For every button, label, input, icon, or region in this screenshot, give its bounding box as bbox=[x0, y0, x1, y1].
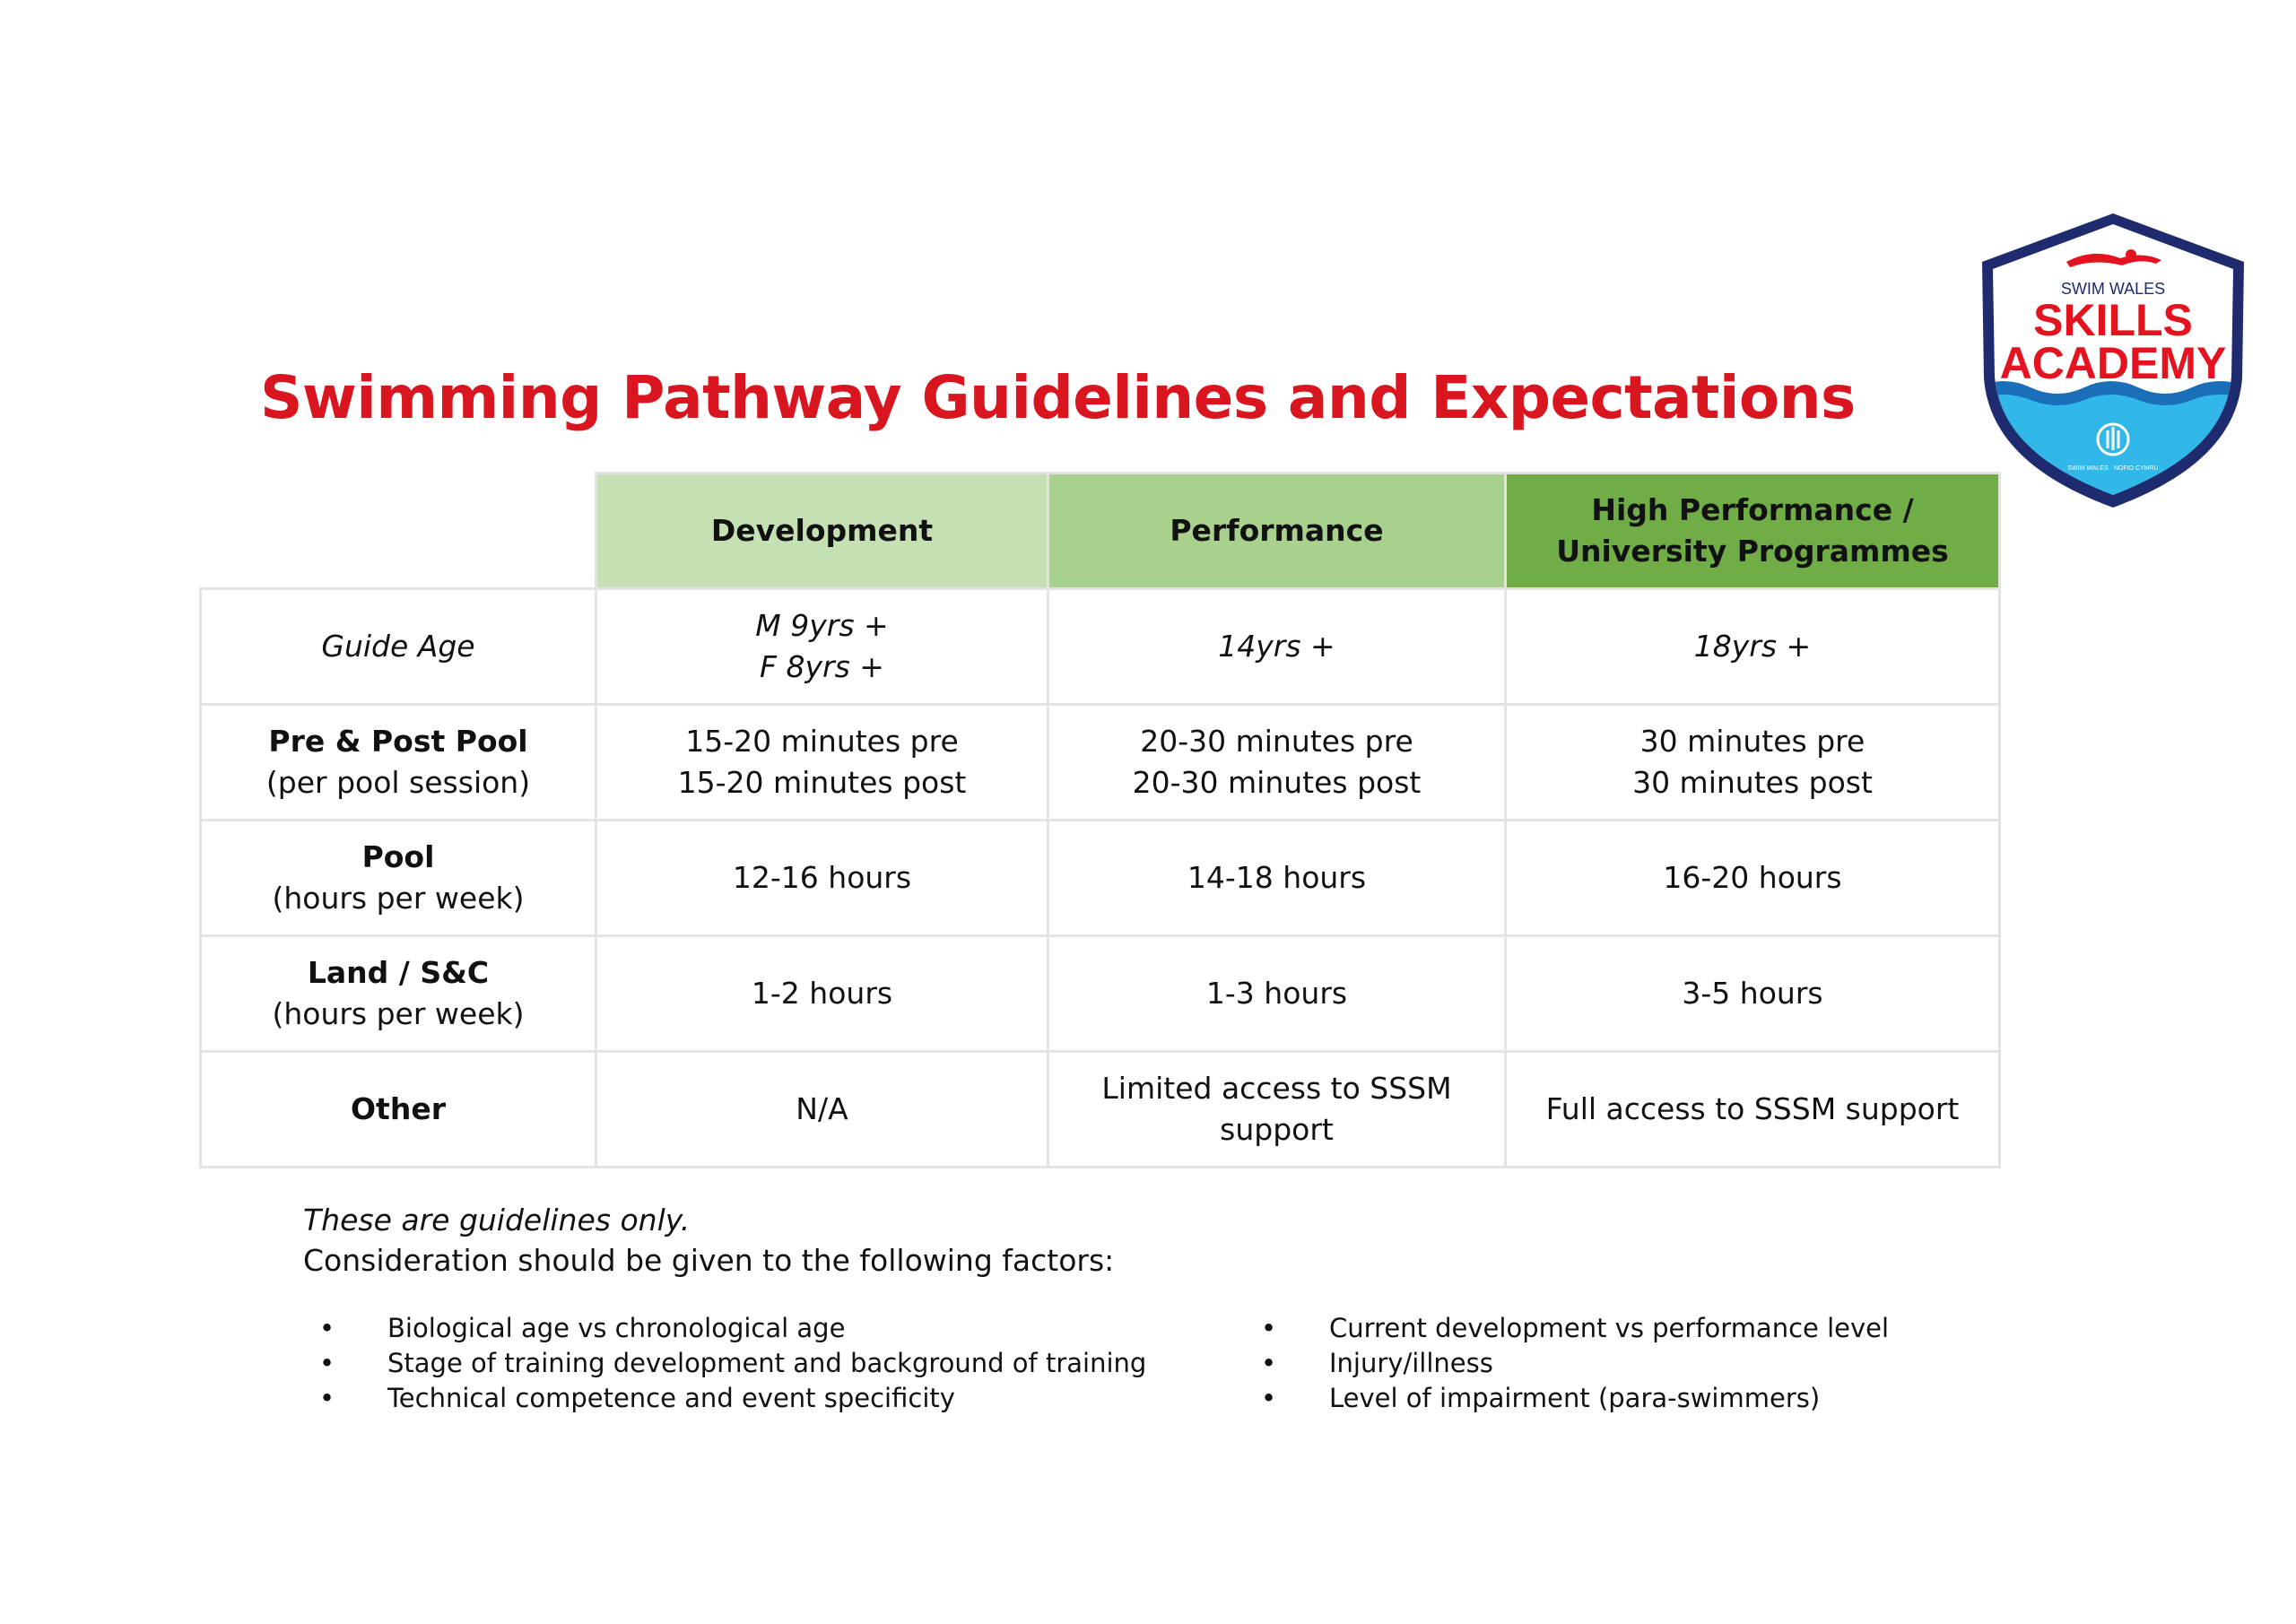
list-item bbox=[1257, 1346, 1889, 1381]
notes-disclaimer: These are guidelines only. bbox=[303, 1203, 691, 1238]
list-item bbox=[316, 1311, 1146, 1346]
cell-line: 16-20 hours bbox=[1663, 860, 1842, 895]
cell-line: 12-16 hours bbox=[732, 860, 912, 895]
logo-badge-text: SWIM WALES · NOFIO CYMRU bbox=[2067, 465, 2159, 472]
header-empty-cell bbox=[201, 473, 596, 589]
cell-line: 20-30 minutes post bbox=[1132, 765, 1422, 800]
bullet-icon: • bbox=[1261, 1313, 1277, 1343]
table-cell bbox=[1048, 705, 1506, 821]
table-header-row bbox=[201, 473, 2000, 589]
table-cell bbox=[596, 936, 1048, 1052]
notes-intro: Consideration should be given to the following factors: bbox=[303, 1243, 1115, 1278]
row-label-text: Land / S&C bbox=[307, 955, 490, 990]
bullet-icon: • bbox=[319, 1313, 335, 1343]
table-row bbox=[201, 589, 2000, 705]
row-label-sub: (per pool session) bbox=[265, 765, 531, 800]
row-label-sub: (hours per week) bbox=[272, 996, 525, 1031]
cell-line: support bbox=[1220, 1112, 1334, 1147]
cell-line: 14yrs + bbox=[1218, 629, 1335, 664]
notes bbox=[303, 1200, 1114, 1281]
header-development: Development bbox=[596, 473, 1048, 589]
table-cell bbox=[1506, 821, 2000, 936]
logo-line1: SWIM WALES bbox=[2060, 280, 2166, 298]
row-label bbox=[201, 821, 596, 936]
cell-line: Full access to SSSM support bbox=[1545, 1091, 1960, 1126]
row-label-text: Other bbox=[351, 1091, 446, 1126]
cell-line: 14-18 hours bbox=[1187, 860, 1367, 895]
list-item bbox=[316, 1381, 1146, 1416]
table-cell bbox=[596, 589, 1048, 705]
row-label-text: Pool bbox=[361, 839, 435, 874]
cell-line: 15-20 minutes pre bbox=[685, 724, 959, 759]
table-cell bbox=[1048, 1052, 1506, 1168]
table-cell bbox=[1506, 705, 2000, 821]
header-performance: Performance bbox=[1048, 473, 1506, 589]
logo-line3: ACADEMY bbox=[1999, 338, 2227, 388]
table-row bbox=[201, 821, 2000, 936]
list-item-text: Injury/illness bbox=[1329, 1348, 1493, 1378]
table-cell bbox=[1506, 589, 2000, 705]
page-title: Swimming Pathway Guidelines and Expectations bbox=[260, 363, 1856, 432]
swim-wales-skills-academy-logo bbox=[1977, 208, 2250, 513]
cell-line: 15-20 minutes post bbox=[677, 765, 967, 800]
cell-line: M 9yrs + bbox=[755, 608, 889, 643]
table-row bbox=[201, 936, 2000, 1052]
bullet-icon: • bbox=[1261, 1383, 1277, 1413]
list-item bbox=[1257, 1381, 1889, 1416]
list-item-text: Stage of training development and background of training bbox=[387, 1348, 1147, 1378]
bullet-icon: • bbox=[319, 1348, 335, 1378]
header-high-performance: High Performance / University Programmes bbox=[1506, 473, 2000, 589]
table-cell bbox=[596, 1052, 1048, 1168]
cell-line: F 8yrs + bbox=[760, 649, 884, 684]
cell-line: Limited access to SSSM bbox=[1101, 1071, 1452, 1106]
pathway-table bbox=[199, 472, 2001, 1168]
cell-line: 20-30 minutes pre bbox=[1140, 724, 1413, 759]
row-label-sub: (hours per week) bbox=[272, 881, 525, 916]
cell-line: 1-2 hours bbox=[751, 976, 893, 1011]
row-label-text: Pre & Post Pool bbox=[268, 724, 528, 759]
table-cell bbox=[596, 705, 1048, 821]
table-cell bbox=[1506, 1052, 2000, 1168]
row-label bbox=[201, 589, 596, 705]
list-item-text: Current development vs performance level bbox=[1329, 1313, 1890, 1343]
bullet-icon: • bbox=[1261, 1348, 1277, 1378]
cell-line: N/A bbox=[796, 1091, 848, 1126]
row-label bbox=[201, 705, 596, 821]
table-row bbox=[201, 705, 2000, 821]
list-item-text: Technical competence and event specificity bbox=[387, 1383, 955, 1413]
row-label bbox=[201, 1052, 596, 1168]
list-item-text: Level of impairment (para-swimmers) bbox=[1329, 1383, 1821, 1413]
row-label bbox=[201, 936, 596, 1052]
list-item-text: Biological age vs chronological age bbox=[387, 1313, 846, 1343]
table-cell bbox=[1048, 936, 1506, 1052]
factor-list-right bbox=[1257, 1311, 1889, 1416]
list-item bbox=[316, 1346, 1146, 1381]
table-row bbox=[201, 1052, 2000, 1168]
factor-list-left bbox=[316, 1311, 1146, 1416]
table-cell bbox=[1048, 821, 1506, 936]
bullet-icon: • bbox=[319, 1383, 335, 1413]
table-cell bbox=[1506, 936, 2000, 1052]
cell-line: 30 minutes pre bbox=[1639, 724, 1866, 759]
list-item bbox=[1257, 1311, 1889, 1346]
cell-line: 3-5 hours bbox=[1682, 976, 1823, 1011]
row-label-text: Guide Age bbox=[321, 629, 475, 664]
cell-line: 18yrs + bbox=[1693, 629, 1812, 664]
logo-line2: SKILLS bbox=[2033, 295, 2193, 345]
swimmer-head bbox=[2126, 249, 2136, 260]
table-cell bbox=[1048, 589, 1506, 705]
cell-line: 30 minutes post bbox=[1632, 765, 1873, 800]
cell-line: 1-3 hours bbox=[1205, 976, 1348, 1011]
table-cell bbox=[596, 821, 1048, 936]
